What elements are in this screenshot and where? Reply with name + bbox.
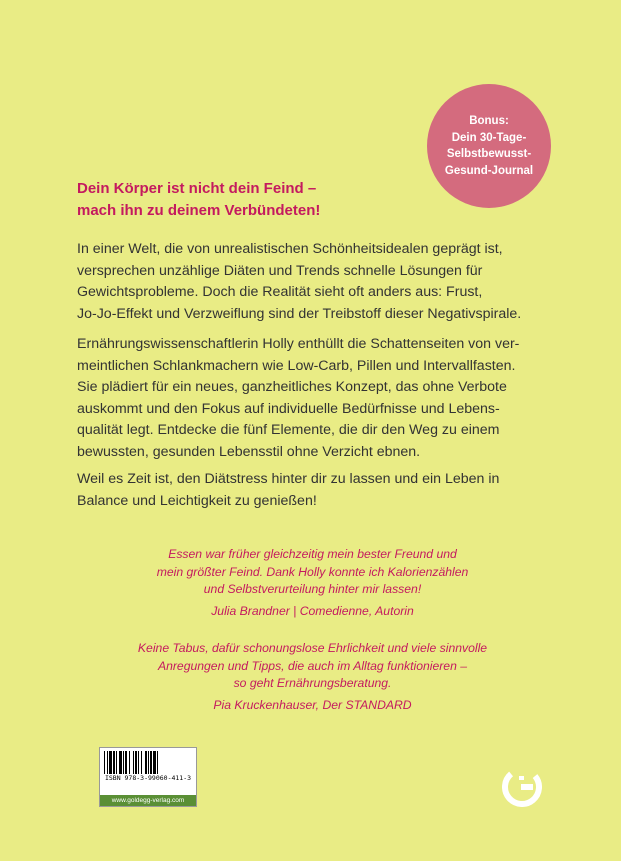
text-line: bewussten, gesunden Lebensstil ohne Verzicht ebnen.	[77, 443, 421, 460]
text-line: Ernährungswissenschaftlerin Holly enthüllt die Schattenseiten von ver-	[77, 336, 520, 352]
text-line: In einer Welt, die von unrealistischen Schönheitsidealen geprägt ist,	[77, 241, 503, 257]
body-paragraph-2	[77, 334, 557, 464]
publisher-url: www.goldegg-verlag.com	[100, 795, 196, 806]
quote-line: mein größter Feind. Dank Holly konnte ich Kalorienzählen	[156, 564, 469, 579]
text-line: Sie plädiert für ein neues, ganzheitliches Konzept, das ohne Verbote	[77, 379, 507, 396]
quote-attribution: Pia Kruckenhauser, Der STANDARD	[213, 697, 412, 712]
publisher-logo-icon	[502, 767, 542, 807]
badge-line: Bonus:	[469, 115, 509, 127]
badge-line: Selbstbewusst-	[446, 148, 532, 160]
testimonial-2	[90, 640, 535, 714]
body-paragraph-3	[77, 469, 557, 512]
text-line: Gewichtsprobleme. Doch die Realität sieht oft anders aus: Frust,	[77, 284, 483, 301]
isbn-number: ISBN 978-3-99060-411-3	[100, 774, 196, 782]
headline	[77, 178, 537, 221]
isbn-barcode	[99, 747, 197, 807]
text-line: meintlichen Schlankmachern wie Low-Carb, Pillen und Intervallfasten.	[77, 357, 516, 374]
text-line: auskommt und den Fokus auf individuelle Bedürfnisse und Lebens-	[77, 400, 500, 417]
text-line: qualität legt. Entdecke die fünf Elemente, die dir den Weg zu einem	[77, 422, 500, 439]
headline-line: mach ihn zu deinem Verbündeten!	[77, 201, 321, 219]
badge-line: Dein 30-Tage-	[451, 131, 527, 144]
badge-line: Gesund-Journal	[444, 164, 534, 177]
quote-line: Keine Tabus, dafür schonungslose Ehrlichkeit und viele sinnvolle	[137, 641, 488, 655]
text-line: versprechen unzählige Diäten und Trends schnelle Lösungen für	[77, 262, 483, 279]
quote-attribution: Julia Brandner | Comedienne, Autorin	[211, 603, 414, 618]
quote-line: Essen war früher gleichzeitig mein bester Freund und	[168, 547, 457, 561]
quote-line: Anregungen und Tipps, die auch im Alltag funktionieren –	[157, 658, 468, 673]
text-line: Weil es Zeit ist, den Diätstress hinter dir zu lassen und ein Leben in	[77, 471, 500, 487]
text-line: Balance und Leichtigkeit zu genießen!	[77, 492, 317, 509]
testimonial-1	[90, 546, 535, 620]
text-line: Jo-Jo-Effekt und Verzweiflung sind der Treibstoff dieser Negativspirale.	[77, 305, 522, 322]
barcode-guard-icon	[103, 751, 193, 761]
headline-line: Dein Körper ist nicht dein Feind –	[77, 180, 317, 197]
body-paragraph-1	[77, 239, 557, 325]
quote-line: und Selbstverurteilung hinter mir lassen!	[203, 582, 422, 596]
quote-line: so geht Ernährungsberatung.	[233, 676, 392, 690]
